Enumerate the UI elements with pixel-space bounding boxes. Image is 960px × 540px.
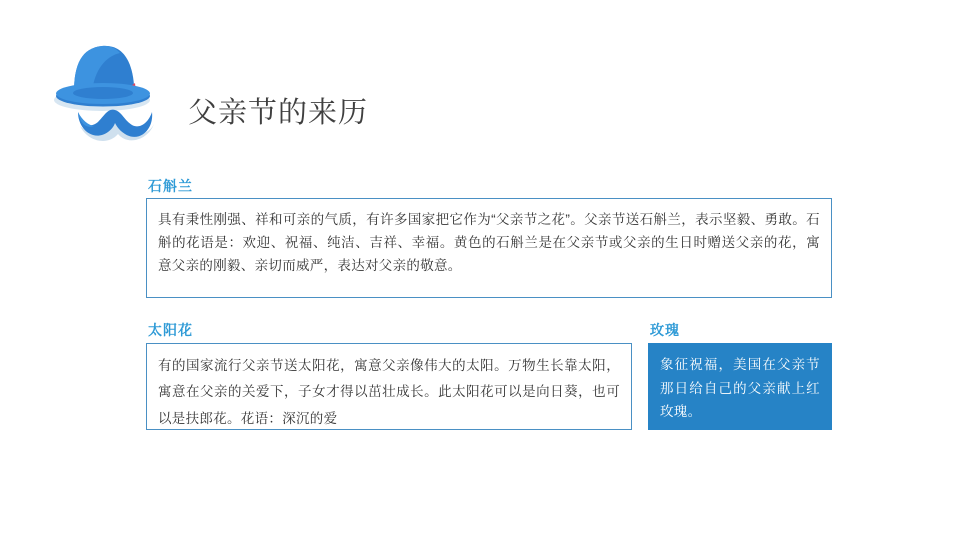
section-body-rose [648, 343, 832, 430]
section-heading-orchid: 石斛兰 [148, 178, 193, 194]
fathers-day-hat-moustache-icon [44, 30, 174, 150]
section-body-sunflower [146, 343, 632, 430]
page-title: 父亲节的来历 [188, 97, 369, 129]
orchid-text: 具有秉性刚强、祥和可亲的气质，有许多国家把它作为“父亲节之花”。父亲节送石斛兰，表示坚毅、勇敢。石斛的花语是：欢迎、祝福、纯洁、吉祥、幸福。黄色的石斛兰是在父亲节或父亲的生日时赠送父亲的花，寓意父亲的刚毅、亲切而威严，表达对父亲的敬意。 [158, 212, 820, 274]
sunflower-text: 有的国家流行父亲节送太阳花，寓意父亲像伟大的太阳。万物生长靠太阳，寓意在父亲的关爱下，子女才得以茁壮成长。此太阳花可以是向日葵，也可以是扶郎花。花语：深沉的爱 [158, 358, 620, 426]
section-heading-rose: 玫瑰 [650, 322, 680, 338]
rose-text: 象征祝福，美国在父亲节那日给自己的父亲献上红玫瑰。 [660, 357, 820, 420]
section-heading-sunflower: 太阳花 [148, 322, 193, 338]
section-body-orchid [146, 198, 832, 298]
